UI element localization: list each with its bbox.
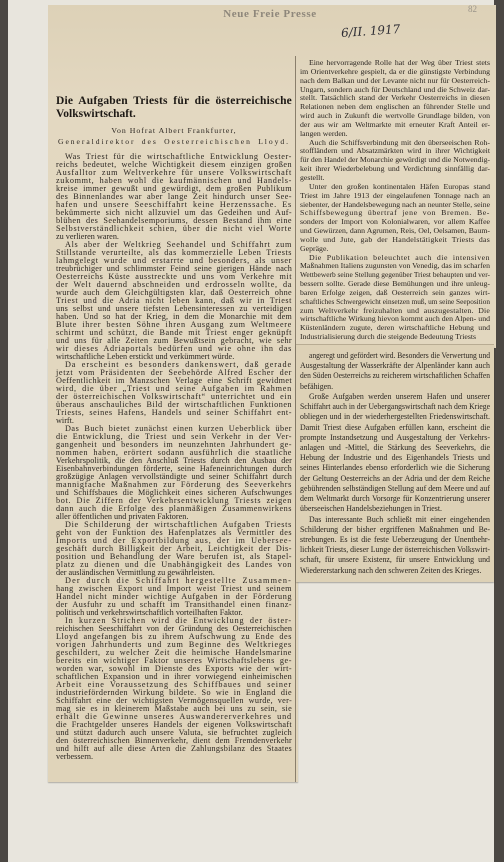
- text-line-content: industriefördernden Wirkung bildete. So wie in England die: [56, 688, 292, 697]
- text-line-content: wir dieses Adriaportals bedürfen und wie ohne ihn das: [56, 344, 292, 353]
- text-line-content: den Süden Oesterreichs zu reicherem wirtschaftlichen Schaffen: [300, 371, 490, 381]
- text-line-content: Die Publikation beleuchtet auch die intensiven: [309, 252, 490, 262]
- text-line: [300, 333, 490, 342]
- text-line-content: Der durch die Schiffahrt hergestellte Zusammen-: [65, 576, 292, 585]
- text-line-content: Lloyd angefangen bis zu ihrem Aufschwung zu Ende des: [56, 632, 292, 641]
- text-line-content: überseeischen Handelsbeziehungen in Triest.: [300, 504, 442, 514]
- text-line-content: Wettbewerb seine Stellung gegenüber Triest behaupten und ver-: [300, 270, 490, 280]
- text-line: [300, 555, 490, 565]
- text-line-content: anlagen und -Mittel, die Stärkung des Seeverkehrs, die: [300, 442, 490, 452]
- text-line: [300, 271, 490, 280]
- text-line-content: und uns für alle Zeiten zum Bewußtsein gebracht, wie sehr: [56, 336, 292, 345]
- text-line: [56, 753, 292, 761]
- text-line-content: Triests, seines Hafens, Handels und seiner Schiffahrt ent-: [56, 408, 292, 417]
- text-line: [300, 165, 490, 174]
- text-line-content: den österreichischen Binnenverkehr, dient dem Fremdenverkehr: [56, 736, 292, 745]
- text-line-content: hang zwischen Export und Import weist Triest und seinem: [56, 584, 292, 593]
- text-line-content: bessern sollte. Gerade diese Bemühungen und ihre unleug-: [300, 279, 490, 289]
- text-line-content: wurde auch dem Gleichgültigsten klar, daß Oesterreich ohne: [56, 288, 292, 297]
- handwritten-date: 6/II. 1917: [340, 21, 401, 41]
- text-line-content: Wiedererstarkung nach den schweren Zeiten des Krieges.: [300, 565, 482, 575]
- text-line-content: Ausgestaltung der Wasserkräfte der Alpenländer kann auch: [300, 361, 490, 371]
- text-line-content: mag sie es in kleinerem Maßstabe auch bei uns zu sein, sie: [56, 704, 292, 713]
- text-line-content: der Geltung Oesterreichs an der Adria und der dem Reiche: [300, 473, 490, 483]
- article-title-text: Volkswirtschaft.: [56, 108, 136, 120]
- text-line-content: der Ausfuhr zu und schafft im Transithandel einen finanz-: [56, 600, 292, 609]
- text-line-content: reichischen Seeschiffahrt von der Gründung des Oesterreichischen: [56, 624, 292, 633]
- text-line-content: geht von der Funktion des Hafenplatzes als Vermittler des: [56, 528, 292, 537]
- text-line: [300, 545, 490, 555]
- text-line-content: sonders der Import von Kolonialwaren, vor allem Kaffee: [300, 217, 490, 227]
- text-line-content: gangenheit und besonders im neunzehnten Jahrhundert ge-: [56, 440, 292, 449]
- text-line-content: zukommt, haben wohl die kaufmännischen und Handels-: [56, 176, 292, 185]
- text-line-content: vorigen Jahrhunderts und zum Beginne des Weltkrieges: [56, 640, 292, 649]
- text-line-content: großzügige Anlagen vervollständigte und seiner Schiffahrt durch: [56, 472, 292, 481]
- text-line-content: Das interessante Buch schließt mit einer eingehenden: [309, 514, 490, 524]
- text-line-content: Hebung der Industrie und des Eigenhandels Triests und: [300, 453, 490, 463]
- text-line-content: verbessern.: [56, 752, 94, 761]
- text-line-content: Handel nicht minder wichtige Aufgaben in der Förderung: [56, 592, 292, 601]
- text-line: [300, 392, 490, 402]
- text-line: [300, 504, 490, 514]
- text-line-content: Stillstande verurteilte, als das kommerzielle Leben Triests: [56, 248, 292, 257]
- column-right-upper: [300, 59, 490, 342]
- text-line: [300, 525, 490, 535]
- text-line-content: dann auch die Erfolge des planmäßigen Zusammenwirkens: [56, 504, 292, 513]
- column-left: [56, 153, 292, 762]
- text-line-content: nommen haben, erörtert sodann ausführlich die staatliche: [56, 448, 292, 457]
- text-line-content: aller öffentlichen und privaten Faktoren.: [56, 512, 189, 521]
- text-line: [300, 201, 490, 210]
- text-line-content: zum Weltverkehr freizuhalten und auszugestalten. Die: [300, 305, 490, 315]
- text-line-content: position und Behandlung der Ware berufen ist, als Stapel-: [56, 552, 292, 561]
- text-line-content: wird auch in Zukunft die wertvolle Grundlage bilden, von: [300, 111, 490, 121]
- text-line-content: prompte Instandsetzung und Ausgestaltung der Verkehrs-: [300, 432, 490, 442]
- article-title-text: Die Aufgaben Triests für die österreichische: [56, 95, 292, 107]
- text-line-content: jetzt vom Präsidenten der Seebehörde Alfred Escher der: [56, 368, 292, 377]
- text-line: [300, 402, 490, 412]
- text-line: [300, 443, 490, 453]
- text-line-content: worden war, sowohl im Dienste des Exports wie der wirt-: [56, 664, 292, 673]
- text-line-content: Schiffahrt auch in der Uebergangswirtschaft nach dem Kriege: [300, 402, 490, 412]
- text-line-content: seines Hinterlandes ebenso erforderlich wie die Sicherung: [300, 463, 490, 473]
- text-line-content: baren Erfolge zeigen, daß Oesterreich sein ganzes wirt-: [300, 287, 490, 297]
- text-line-content: langen werden.: [300, 128, 348, 138]
- text-line-content: Selbstverständlichkeit schien, über die nicht viel Worte: [56, 224, 292, 233]
- text-line-content: überaus anschauliches Bild der wirtschaftlichen Funktionen: [56, 400, 292, 409]
- text-line-content: und Gewürzen, dann Agrumen, Reis, Oel, Oelsamen, Baum-: [300, 226, 490, 236]
- text-line-content: uns selbst und unsere tiefsten Lebensinteressen zu verteidigen: [56, 304, 292, 313]
- text-line-content: wolle und Jute, gab der Handelstätigkeit Triests das: [300, 234, 490, 244]
- byline-position: [58, 137, 290, 146]
- text-line: [300, 463, 490, 473]
- text-line-content: schaftliches Schwergewicht einsetzen muß, um seine Seeposition: [300, 296, 490, 306]
- text-line-content: Unter den großen kontinentalen Häfen Europas stand: [309, 181, 490, 191]
- text-line: [300, 453, 490, 463]
- text-line: [300, 494, 490, 504]
- text-line-content: Große Aufgaben werden unserem Hafen und unserer: [309, 391, 490, 401]
- text-line-content: reichs bedeutet, welche Wichtigkeit diesem einzigen großen: [56, 160, 292, 169]
- text-line-content: Eine hervorragende Rolle hat der Weg über Triest stets: [309, 58, 490, 67]
- text-line-content: angeregt und gefördert wird. Besonders die Verwertung und: [309, 351, 490, 360]
- text-line: [300, 474, 490, 484]
- text-line: [300, 433, 490, 443]
- text-line-content: schirmt und schützt, die Bande mit Triest enger geknüpft: [56, 328, 292, 337]
- text-line-content: Schilderung der bisher ergriffenen Maßnahmen und Be-: [300, 524, 490, 534]
- text-line: [300, 371, 490, 381]
- text-line: [300, 236, 490, 245]
- text-line-content: nach dem Balkan und der Levante nicht nur für Oesterreich-: [300, 75, 490, 85]
- text-line-content: Triest im Jahre 1913 der eingelaufenen Tonnage nach an: [300, 190, 490, 200]
- text-line: [300, 156, 490, 165]
- text-line-content: der aus wir am Weltmarkte mit erneuter Kraft Anteil er-: [300, 119, 490, 129]
- text-line-content: platz zu dienen und die Unabhängigkeit des Landes von: [56, 560, 292, 569]
- text-line-content: schaft, für unsere Existenz, für unsere Entwicklung und: [300, 555, 490, 565]
- text-line-content: Ausfalltor zum Weltverkehre für unsere Volkswirtschaft: [56, 168, 292, 177]
- text-line-content: die Frachtgelder unseres Handels der eigenen Volkswirtschaft: [56, 720, 292, 729]
- text-line-content: Oeffentlichkeit im Manzschen Verlage eine Schrift gewidmet: [56, 376, 292, 385]
- text-line-content: Schiffahrt eine der wichtigsten Vermögensquellen wurde, ver-: [56, 696, 292, 705]
- text-line-content: bot. Die Ziffern der Verkehrsentwicklung Triests zeigen: [56, 496, 292, 505]
- text-line-content: wirtschaftliche Leben erstickt und verkümmert würde.: [56, 352, 235, 361]
- text-line-content: der Welt dauernd abschneiden und erdrosseln wollte, da: [56, 280, 292, 289]
- text-line-content: wirft.: [56, 416, 74, 425]
- text-line-content: und Schiffsbaues die Möglichkeit eines sicheren Aufschwunges: [56, 488, 292, 497]
- text-line: [300, 351, 490, 361]
- text-line-content: Verkehrspolitik, die den Anschluß Triests durch den Ausbau der: [56, 456, 292, 465]
- text-line-content: Oesterreichs Küste ausstreckte und uns vom Verkehre mit: [56, 272, 292, 281]
- text-line-content: die Entwicklung, die Triest und sein Verkehr in der Ver-: [56, 432, 292, 441]
- text-line-content: stoffländern und Absatzmärkten wird in ihrer Wichtigkeit: [300, 146, 490, 156]
- text-line-content: bekümmerte sich nicht allzuviel um das Gedeihen und Auf-: [56, 208, 292, 217]
- text-line-content: In kurzen Strichen wird die Entwicklung der öster-: [65, 616, 292, 625]
- text-line-content: gestellt.: [300, 172, 325, 182]
- text-line-content: des Binnenlandes war aber lange Zeit hindurch unser See-: [56, 192, 292, 201]
- text-line-content: Das Buch bietet zunächst einen kurzen Ueberblick über: [65, 424, 292, 433]
- text-line-content: bereits ein wichtiger Faktor unseres Wirtschaftslebens ge-: [56, 656, 292, 665]
- text-line: [300, 361, 490, 371]
- article-title-line: [56, 108, 292, 121]
- text-line-content: Küstenländern zugute, deren wirtschaftliche Hebung und: [300, 323, 490, 333]
- text-line-content: strebungen. Es ist die feste Ueberzeugung der Unentbehr-: [300, 534, 490, 544]
- text-line-content: siebenter, der Handelsbewegung nach an neunter Stelle, seine: [300, 199, 490, 209]
- text-line-content: erhält die Gewinne unseres Auswandererverkehres und: [56, 712, 292, 721]
- text-line: [300, 484, 490, 494]
- text-line-content: treubrüchiger und schlimmster Feind seine gierigen Hände nach: [56, 264, 292, 273]
- text-line-content: geschildert, zu welcher Zeit die heimische Handelsmarine: [56, 648, 292, 657]
- text-line-content: wird, die über „Triest und seine Aufgaben im Rahmen: [56, 384, 292, 393]
- text-line-content: Eisenbahnverbindungen förderte, seine Hafeneinrichtungen durch: [56, 464, 292, 473]
- text-line-content: zu verlieren waren.: [56, 232, 119, 241]
- text-line-content: lichkeit Triests, dieser Lunge der österreichischen Volkswirt-: [300, 545, 490, 555]
- text-line-content: lahmgelegt wurde und erstarrte und besonders, als unser: [56, 256, 292, 265]
- text-line-content: obliegen und in der wiederhergestellten Friedenswirtschaft.: [300, 412, 490, 422]
- text-line-content: Relationen neben dem englischen an führender Stelle und: [300, 102, 490, 112]
- article-title-line: [56, 95, 292, 108]
- text-line: [300, 566, 490, 576]
- text-line-content: schaftlichen Expansion und in ihrer vorwiegend einheimischen: [56, 672, 292, 681]
- text-line-content: wirtschaftliche Wirkung hievon kommt auch den Alpen- und: [300, 314, 490, 324]
- text-line-content: Damit Triest diese Aufgaben erfüllen kann, erscheint die: [300, 422, 490, 432]
- text-line-content: haben. Und so hat der Krieg, in dem die Monarchie mit dem: [56, 312, 292, 321]
- text-line-content: befähigen.: [300, 381, 334, 391]
- text-line-content: Ungarn, sondern auch für Deutschland und die Schweiz dar-: [300, 84, 490, 94]
- text-line-content: der österreichischen Volkswirtschaft“ unterrichtet und ein: [56, 392, 292, 401]
- text-line-content: Arbeit eine Voraussetzung des Schiffbaues und seiner: [56, 680, 292, 689]
- text-line-content: blühen des Seehandelsemporiums, dessen Bestand ihm eine: [56, 216, 292, 225]
- text-line-content: für den Handel der Monarchie gewürdigt und die Notwendig-: [300, 155, 490, 165]
- byline-author: Von Hofrat Albert Frankfurter,: [111, 126, 237, 135]
- masthead-stamp: Neue Freie Presse: [223, 8, 317, 20]
- text-line: [300, 535, 490, 545]
- text-line-content: Triest und die Adria nicht leben kann, daß wir in Triest: [56, 296, 292, 305]
- text-line: [56, 409, 292, 417]
- text-line-content: Die Schilderung der wirtschaftlichen Aufgaben Triests: [65, 520, 292, 529]
- text-line-content: Als aber der Weltkrieg Seehandel und Schiffahrt zum: [65, 240, 292, 249]
- text-line-content: dem Weltmarkt durch Vorsorge für Konzentrierung unserer: [300, 494, 490, 504]
- text-line-content: und hilft auf alle diese Arten die Zahlungsbilanz des Staates: [56, 744, 292, 753]
- text-line-content: mannigfache Maßnahmen zur Förderung des Seeverkehrs: [56, 480, 292, 489]
- text-line-content: stellt. Tatsächlich stand der Verkehr Oesterreichs in diesen: [300, 93, 490, 103]
- text-line-content: geschäft durch Billigkeit der Arbeit, Leichtigkeit der Dis-: [56, 544, 292, 553]
- text-line-content: Maßnahmen Italiens zugunsten von Venedig, das im scharfen: [300, 261, 490, 271]
- text-line-content: hafen und unsere Seeschiffahrt keine Herzenssache. Es: [56, 200, 292, 209]
- text-line-content: Auch die Schiffsverbindung mit den überseeischen Roh-: [309, 137, 490, 147]
- text-line-content: der ausländischen Vermittlung zu gewährleisten.: [56, 568, 215, 577]
- text-line-content: Imports und der Exportbildung aus, der im Uebersee-: [56, 536, 292, 545]
- text-line: [300, 412, 490, 422]
- text-line-content: Industrialisierung durch die steigende Bedeutung Triests: [300, 332, 477, 342]
- text-line: [300, 382, 490, 392]
- column-right-strip: [300, 351, 490, 576]
- text-line-content: kreise immer gewußt und gewürdigt, dem großen Publikum: [56, 184, 292, 193]
- text-line-content: Blute ihrer besten Söhne ihren Ausgang zum Weltmeere: [56, 320, 292, 329]
- text-line-content: Schiffsbewegung übertraf jene von Bremen. Be-: [300, 208, 490, 218]
- text-line-content: Was Triest für die wirtschaftliche Entwicklung Oester-: [65, 152, 292, 161]
- text-line: [300, 298, 490, 307]
- byline-position-text: Generaldirektor des Oesterreichischen Lloyd.: [58, 137, 290, 146]
- text-line-content: und stützt dadurch auch unsere Valuta, sie befruchtet zugleich: [56, 728, 292, 737]
- text-line-content: im Orientverkehre gespielt, da er die günstigste Verbindung: [300, 66, 490, 76]
- page-number: 82: [468, 4, 477, 14]
- text-line-content: Da erscheint es besonders dankenswert, daß gerade: [65, 360, 292, 369]
- text-line: [300, 423, 490, 433]
- article-title: [56, 95, 292, 121]
- text-line-content: Gepräge.: [300, 243, 329, 253]
- text-line: [300, 515, 490, 525]
- text-line-content: keit ihrer Wiederbelebung und Verdichtung sinnfällig dar-: [300, 164, 490, 174]
- text-line-content: gebührenden selbständigen Stellung auf dem Meere und auf: [300, 483, 490, 493]
- text-line-content: politisch und verkehrswirtschaftlich vorteilhaften Faktor.: [56, 608, 243, 617]
